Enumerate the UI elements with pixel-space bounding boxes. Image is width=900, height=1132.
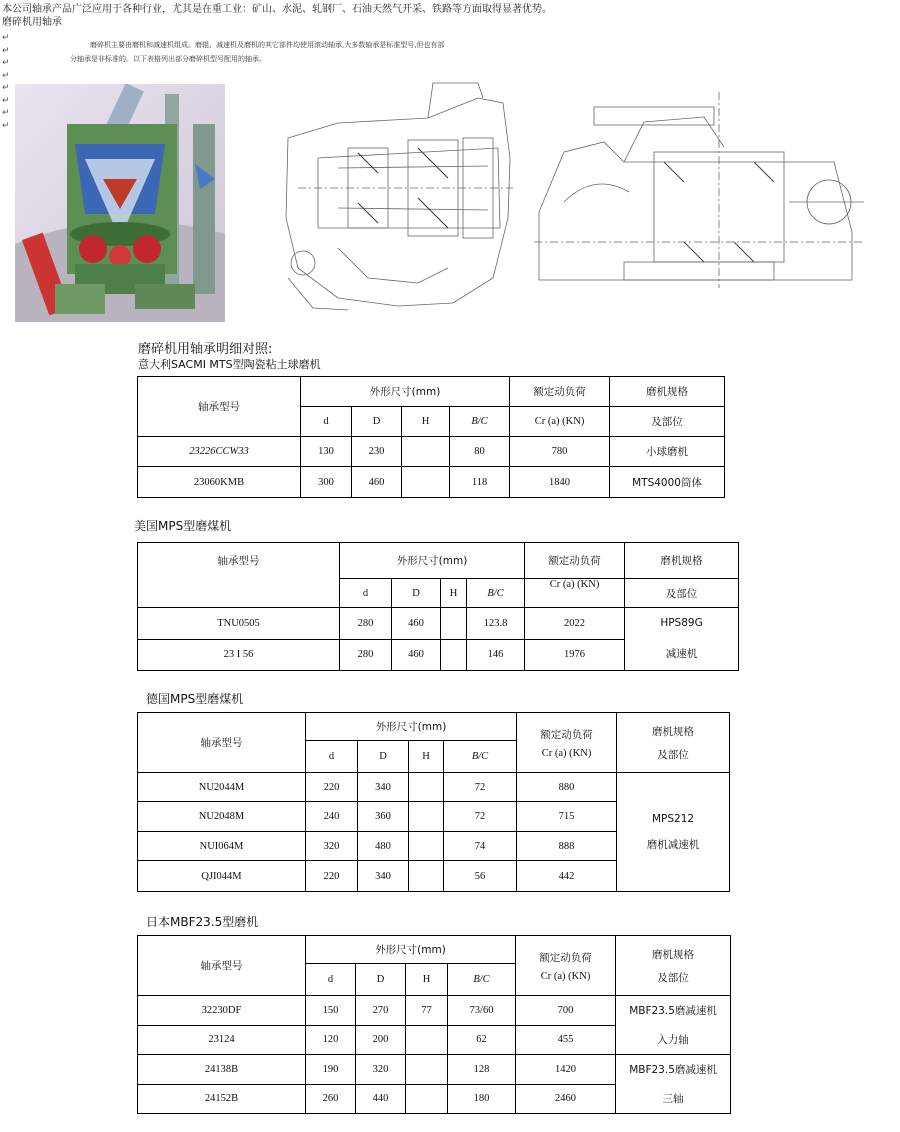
description-line-2: 分轴承是非标准的。以下表格列出部分磨碎机型号配用的轴承。	[70, 55, 266, 63]
spec-line-1: MBF23.5磨减速机	[629, 1005, 717, 1017]
bearing-model: 32230DF	[138, 996, 306, 1026]
header-bearing-model: 轴承型号	[138, 713, 306, 773]
dim-D: 440	[356, 1084, 406, 1114]
dim-BC: 56	[444, 861, 517, 892]
dim-H	[402, 437, 450, 467]
dim-d: 220	[306, 861, 358, 892]
header-dims: 外形尺寸(mm)	[306, 713, 517, 741]
load-value: 455	[516, 1025, 616, 1055]
header-load-label: 额定动负荷	[540, 728, 593, 741]
header-d: d	[306, 964, 356, 996]
header-H: H	[406, 964, 448, 996]
dim-BC: 72	[444, 773, 517, 802]
dim-D: 200	[356, 1025, 406, 1055]
bearing-model: 23124	[138, 1025, 306, 1055]
dim-D: 340	[358, 773, 409, 802]
header-spec-label-2: 及部位	[657, 971, 689, 984]
mill-3d-illustration	[15, 84, 225, 322]
dim-D: 460	[392, 608, 441, 640]
load-value: 888	[517, 832, 617, 861]
header-H: H	[441, 579, 467, 608]
dim-D: 230	[352, 437, 402, 467]
table4-title: 日本MBF23.5型磨机	[146, 915, 259, 929]
dim-D: 360	[358, 802, 409, 832]
spec-value: MTS4000筒体	[610, 467, 725, 498]
dim-D: 340	[358, 861, 409, 892]
intro-line-2: 磨碎机用轴承	[2, 17, 62, 28]
header-load-unit: Cr (a) (KN)	[510, 407, 610, 437]
header-bearing-model: 轴承型号	[138, 377, 301, 437]
dim-H	[409, 861, 444, 892]
spec-line-1: MPS212	[651, 812, 695, 825]
spec-line-2: 三轴	[662, 1093, 684, 1105]
load-value: 2022	[525, 608, 625, 640]
dim-d: 300	[301, 467, 352, 498]
load-value: 1840	[510, 467, 610, 498]
spec-line-2: 磨机减速机	[646, 838, 700, 851]
load-value: 2460	[516, 1084, 616, 1114]
dim-d: 220	[306, 773, 358, 802]
bearing-model: NU2048M	[138, 802, 306, 832]
header-d: d	[340, 579, 392, 608]
header-D: D	[358, 741, 409, 773]
dim-H	[409, 773, 444, 802]
header-dims: 外形尺寸(mm)	[340, 543, 525, 579]
table-row	[138, 437, 725, 467]
dim-d: 280	[340, 639, 392, 671]
table2-title: 美国MPS型磨煤机	[134, 519, 232, 533]
header-spec	[616, 936, 731, 996]
load-value: 1976	[525, 639, 625, 671]
header-H: H	[402, 407, 450, 437]
dim-D: 270	[356, 996, 406, 1026]
dim-BC: 128	[448, 1055, 516, 1085]
dim-d: 280	[340, 608, 392, 640]
dim-d: 260	[306, 1084, 356, 1114]
table-row	[138, 996, 731, 1026]
dim-d: 190	[306, 1055, 356, 1085]
header-D: D	[392, 579, 441, 608]
dim-BC: 146	[467, 639, 525, 671]
dim-BC: 123.8	[467, 608, 525, 640]
dim-BC: 118	[450, 467, 510, 498]
paragraph-marks: ↵ ↵ ↵ ↵ ↵ ↵ ↵ ↵	[2, 33, 10, 131]
dim-H	[441, 608, 467, 640]
table1-title: 意大利SACMI MTS型陶瓷粘土球磨机	[138, 358, 321, 371]
spec-value	[617, 773, 730, 892]
table3-germany-mps	[137, 712, 730, 892]
spec-value	[616, 996, 731, 1055]
description-line-1: 磨碎机主要由磨机和减速机组成。磨辊、减速机及磨机的其它部件均使用滚动轴承,大多数轴承是标准型号,但也有部	[90, 41, 445, 49]
dim-D: 480	[358, 832, 409, 861]
dim-H	[441, 639, 467, 671]
dim-d: 150	[306, 996, 356, 1026]
header-spec-label-1: 磨机规格	[652, 948, 695, 961]
load-value: 1420	[516, 1055, 616, 1085]
load-value: 700	[516, 996, 616, 1026]
dim-H	[406, 1084, 448, 1114]
section-heading: 磨碎机用轴承明细对照:	[138, 342, 273, 357]
dim-H	[406, 1025, 448, 1055]
header-load-unit: Cr (a) (KN)	[541, 747, 592, 759]
dim-D: 460	[352, 467, 402, 498]
header-dims: 外形尺寸(mm)	[301, 377, 510, 407]
header-H: H	[409, 741, 444, 773]
table-row	[138, 608, 739, 640]
dim-H	[402, 467, 450, 498]
header-D: D	[356, 964, 406, 996]
bearing-model: 24138B	[138, 1055, 306, 1085]
header-d: d	[301, 407, 352, 437]
load-value: 780	[510, 437, 610, 467]
spec-line-2: 减速机	[665, 648, 698, 661]
header-spec: 磨机规格	[625, 543, 739, 579]
intro-line-1: 本公司轴承产品广泛应用于各种行业，尤其是在重工业：矿山、水泥、轧钢厂、石油天然气开采、铁路等方面取得显著优势。	[2, 4, 552, 15]
load-value: 880	[517, 773, 617, 802]
header-spec-label-1: 磨机规格	[652, 725, 695, 738]
table3-title: 德国MPS型磨煤机	[146, 692, 244, 706]
header-BC: B/C	[450, 407, 510, 437]
table1-italy-sacmi	[137, 376, 725, 498]
dim-BC: 72	[444, 802, 517, 832]
dim-H	[409, 832, 444, 861]
spec-line-2: 入力轴	[657, 1034, 689, 1046]
header-spec: 磨机规格	[610, 377, 725, 407]
dim-BC: 62	[448, 1025, 516, 1055]
spec-value	[625, 608, 739, 671]
header-spec-2: 及部位	[610, 407, 725, 437]
dim-H	[406, 1055, 448, 1085]
header-BC: B/C	[448, 964, 516, 996]
header-d: d	[306, 741, 358, 773]
spec-value	[616, 1055, 731, 1114]
header-spec-2: 及部位	[625, 579, 739, 608]
header-spec-label-2: 及部位	[657, 748, 689, 761]
dim-d: 120	[306, 1025, 356, 1055]
bearing-housing-drawing	[278, 78, 518, 316]
dim-H: 77	[406, 996, 448, 1026]
header-D: D	[352, 407, 402, 437]
bearing-model: QJI044M	[138, 861, 306, 892]
load-value: 442	[517, 861, 617, 892]
spec-value: 小球磨机	[610, 437, 725, 467]
bearing-model: 23 I 56	[138, 639, 340, 671]
header-load	[517, 713, 617, 773]
table-row	[138, 773, 730, 802]
dim-d: 130	[301, 437, 352, 467]
load-value: 715	[517, 802, 617, 832]
spec-line-1: HPS89G	[660, 616, 703, 629]
header-load-unit: Cr (a) (KN)	[540, 970, 591, 982]
table-row	[138, 1055, 731, 1085]
dim-BC: 80	[450, 437, 510, 467]
header-BC: B/C	[444, 741, 517, 773]
bearing-model: 24152B	[138, 1084, 306, 1114]
dim-H	[409, 802, 444, 832]
bearing-model: TNU0505	[138, 608, 340, 640]
header-spec	[617, 713, 730, 773]
header-load-unit: Cr (a) (KN)	[525, 579, 625, 608]
dim-D: 320	[356, 1055, 406, 1085]
dim-BC: 73/60	[448, 996, 516, 1026]
bearing-model: NU2044M	[138, 773, 306, 802]
spec-line-1: MBF23.5磨减速机	[629, 1064, 717, 1076]
header-BC: B/C	[467, 579, 525, 608]
header-load: 额定动负荷	[510, 377, 610, 407]
bearing-model: NUI064M	[138, 832, 306, 861]
dim-d: 320	[306, 832, 358, 861]
bearing-model: 23226CCW33	[138, 437, 301, 467]
dim-BC: 180	[448, 1084, 516, 1114]
table-row	[138, 467, 725, 498]
header-bearing-model: 轴承型号	[138, 543, 340, 608]
bearing-model: 23060KMB	[138, 467, 301, 498]
table4-japan-mbf	[137, 935, 731, 1114]
header-load: 额定动负荷	[525, 543, 625, 579]
dim-d: 240	[306, 802, 358, 832]
header-bearing-model: 轴承型号	[138, 936, 306, 996]
header-load	[516, 936, 616, 996]
dim-D: 460	[392, 639, 441, 671]
table2-usa-mps	[137, 542, 739, 671]
dim-BC: 74	[444, 832, 517, 861]
gearbox-section-drawing	[534, 92, 864, 288]
header-dims: 外形尺寸(mm)	[306, 936, 516, 964]
header-load-label: 额定动负荷	[539, 951, 592, 964]
